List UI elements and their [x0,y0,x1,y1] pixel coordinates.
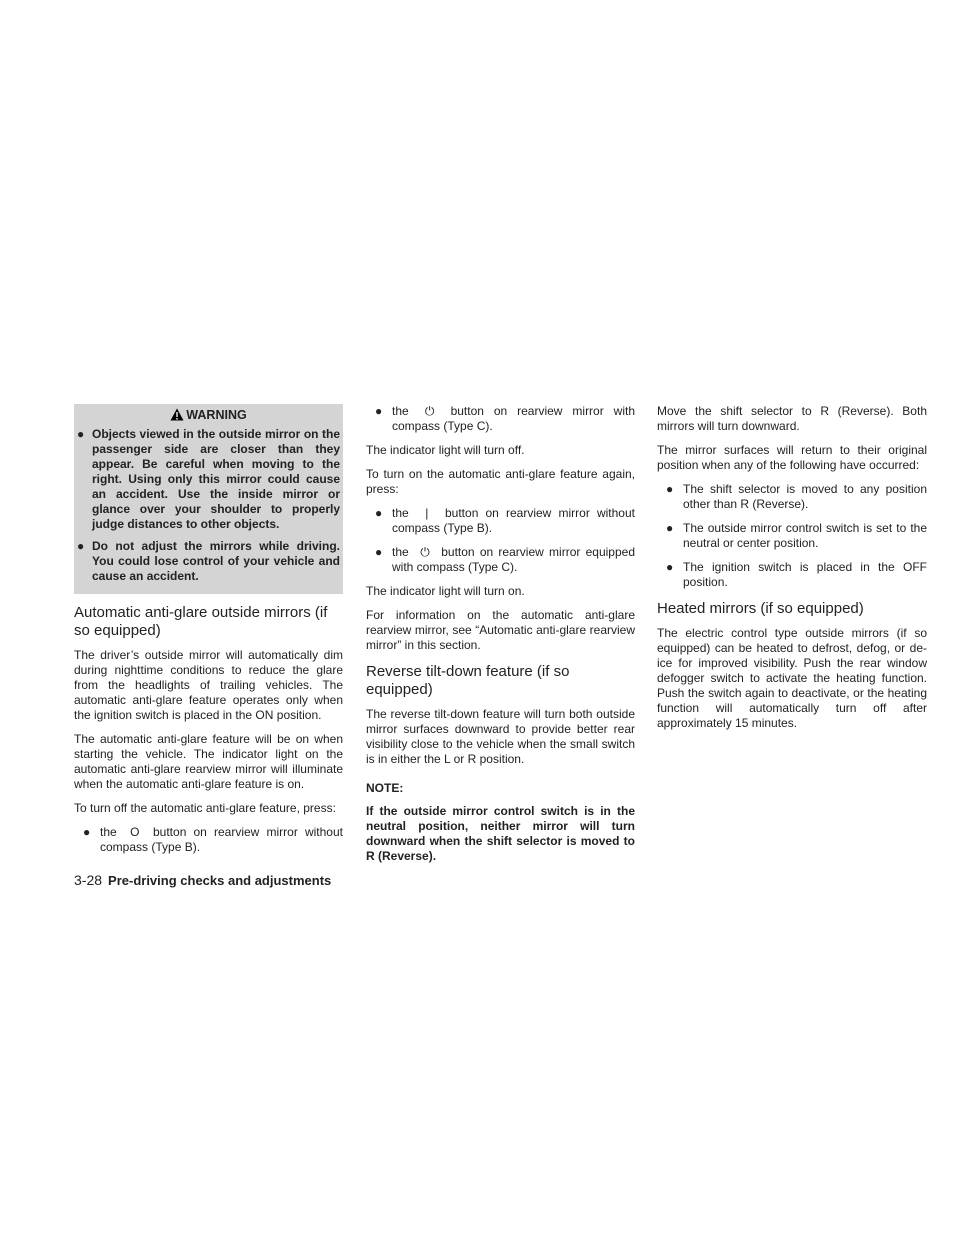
section-heading-reverse-tilt: Reverse tilt-down feature (if so equipped) [366,663,570,698]
column-2 [366,404,635,873]
column-1 [74,404,343,864]
bullet-icon: ● [375,545,383,559]
list-text: button on rearview mirror with compass (Type C). [392,404,635,433]
paragraph: The mirror surfaces will return to their original position when any of the following have occurred: [657,443,927,472]
list-item [657,482,927,512]
list-item [657,560,927,590]
bullet-icon: ● [666,560,674,574]
on-list [366,506,635,575]
power-button-icon: ⏻ [420,545,430,559]
warning-box [74,404,343,594]
column-3 [657,404,927,740]
bullet-icon: ● [375,506,383,520]
paragraph: The reverse tilt-down feature will turn both outside mirror surfaces downward to provide better rear visibility close to the vehicle when the small switch is in either the L or R position. [366,707,635,766]
paragraph: The indicator light will turn off. [366,443,525,457]
paragraph: The driver’s outside mirror will automatically dim during nighttime conditions to reduce the glare from the headlights of trailing vehicles. The automatic anti-glare feature operates only when the ignition switch is placed in the ON position. [74,648,343,722]
warning-header [77,407,340,424]
section-heading-auto-antiglare: Automatic anti-glare outside mirrors (if so equipped) [74,604,328,639]
list-text: the [392,545,409,559]
list-text: The shift selector is moved to any position other than R (Reverse). [683,482,927,511]
list-text: button on rearview mirror without compass (Type B). [100,825,343,854]
list-text: the [392,404,409,418]
list-item [657,521,927,551]
circle-button-icon: O [130,825,140,839]
warning-item [77,427,340,532]
paragraph: To turn on the automatic anti-glare feature again, press: [366,467,635,496]
page-footer [74,872,331,888]
note-text: If the outside mirror control switch is in the neutral position, neither mirror will turn downward when the shift selector is moved to R (Reverse). [366,804,635,863]
bullet-icon: ● [77,427,85,441]
return-conditions-list [657,482,927,590]
page-number: 3-28 [74,872,103,888]
note-label: NOTE: [366,781,404,795]
list-text: The outside mirror control switch is set to the neutral or center position. [683,521,927,550]
bar-button-icon: | [425,506,429,520]
bullet-icon: ● [666,521,674,535]
off-list-continued [366,404,635,434]
warning-heading: WARNING [186,408,247,422]
list-text: button on rearview mirror without compass (Type B). [392,506,635,535]
list-item [366,545,635,575]
section-heading-heated: Heated mirrors (if so equipped) [657,600,864,617]
bullet-icon: ● [77,539,85,553]
list-text: the [100,825,117,839]
list-item [366,506,635,536]
list-text: The ignition switch is placed in the OFF position. [683,560,927,589]
bullet-icon: ● [375,404,383,418]
paragraph: The electric control type outside mirrors (if so equipped) can be heated to defrost, defog, or de-ice for improved visibility. Push the rear window defogger switch to activate the heating function. Push the switch again to deactivate, or the heating function will automatically turn off after approximately 15 minutes. [657,626,927,730]
warning-item-text: Do not adjust the mirrors while driving. You could lose control of your vehicle and cause an accident. [92,539,340,583]
list-item [74,825,343,855]
paragraph: Move the shift selector to R (Reverse). Both mirrors will turn downward. [657,404,927,433]
warning-item-text: Objects viewed in the outside mirror on the passenger side are closer than they appear. Be careful when moving to the right. Using only this mirror could cause an accident. Use the inside mirror or glance over your shoulder to properly judge distances to other objects. [92,427,340,531]
list-text: button on rearview mirror equipped with compass (Type C). [392,545,635,574]
list-item [366,404,635,434]
paragraph: To turn off the automatic anti-glare feature, press: [74,801,336,815]
off-list [74,825,343,855]
bullet-icon: ● [83,825,91,839]
warning-list [77,427,340,584]
warning-item [77,539,340,584]
bullet-icon: ● [666,482,674,496]
warning-triangle-icon [170,408,184,421]
paragraph: The automatic anti-glare feature will be on when starting the vehicle. The indicator light on the automatic anti-glare rearview mirror will illuminate when the automatic anti-glare feature is on. [74,732,343,791]
paragraph: For information on the automatic anti-glare rearview mirror, see “Automatic anti-glare rearview mirror” in this section. [366,608,635,652]
power-button-icon: ⏻ [424,404,435,418]
list-text: the [392,506,409,520]
section-title: Pre-driving checks and adjustments [108,873,332,888]
paragraph: The indicator light will turn on. [366,584,525,598]
